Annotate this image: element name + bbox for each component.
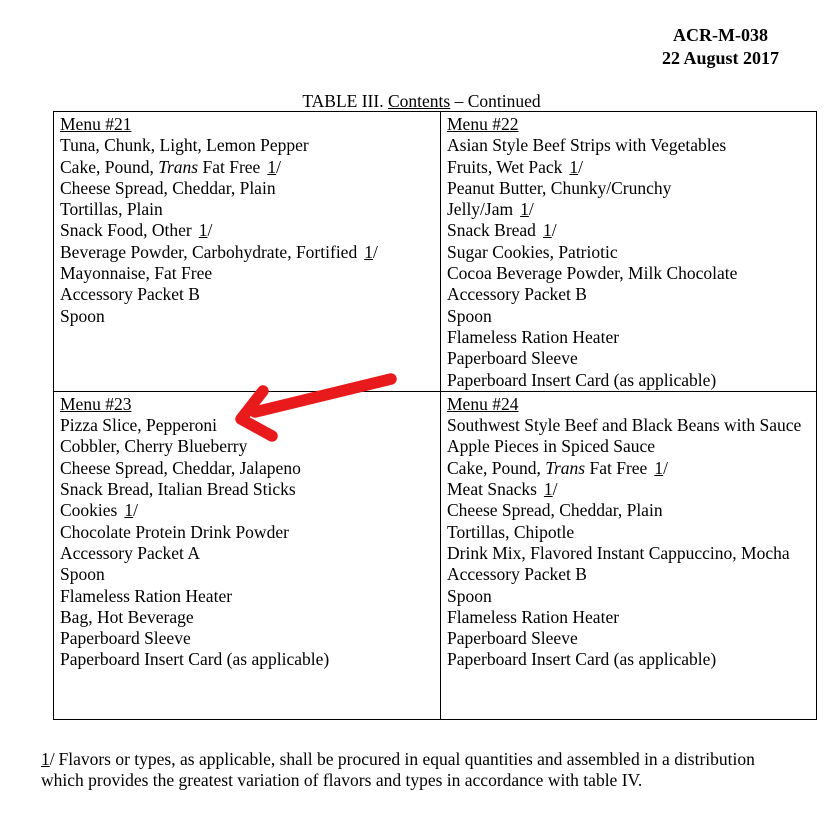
menu-item: Mayonnaise, Fat Free	[60, 263, 213, 284]
menu-21-cell	[54, 112, 441, 392]
menu-item: Spoon	[447, 585, 492, 606]
menu-item: Cookies 1/	[60, 500, 138, 521]
menu-item: Tortillas, Chipotle	[447, 521, 575, 542]
menu-title: Menu #22	[447, 114, 519, 134]
footnote-reference: 1/	[569, 156, 584, 177]
menu-item: Paperboard Insert Card (as applicable)	[447, 369, 717, 390]
menu-item: Tuna, Chunk, Light, Lemon Pepper	[60, 135, 309, 156]
menu-item: Cheese Spread, Cheddar, Plain	[60, 177, 276, 198]
menu-item: Beverage Powder, Carbohydrate, Fortified 1/	[60, 241, 378, 262]
menu-item: Chocolate Protein Drink Powder	[60, 521, 289, 542]
menu-title: Menu #23	[60, 393, 132, 414]
menu-item: Cheese Spread, Cheddar, Plain	[447, 500, 663, 521]
footnote-reference: 1/	[198, 220, 213, 241]
menu-item: Spoon	[447, 305, 492, 326]
contents-table	[53, 111, 817, 720]
menu-title: Menu #24	[447, 393, 519, 414]
menu-22-cell	[441, 112, 817, 392]
menu-item: Accessory Packet B	[447, 564, 587, 585]
menu-item: Asian Style Beef Strips with Vegetables	[447, 135, 727, 156]
menu-item: Cake, Pound, Trans Fat Free 1/	[447, 457, 668, 478]
menu-item: Cake, Pound, Trans Fat Free 1/	[60, 156, 281, 177]
menu-title: Menu #21	[60, 114, 132, 134]
table-title-suffix: – Continued	[450, 91, 541, 111]
menu-item: Apple Pieces in Spiced Sauce	[447, 436, 656, 457]
footnote-text: Flavors or types, as applicable, shall be procured in equal quantities and assembled in a distribution which provides the greatest variation of flavors and types in accordance with table IV.	[41, 748, 755, 790]
menu-item: Peanut Butter, Chunky/Crunchy	[447, 177, 672, 198]
footnote-reference: 1/	[520, 199, 534, 220]
menu-item: Jelly/Jam 1/	[447, 199, 534, 220]
footnote-reference: 1/	[124, 500, 138, 521]
menu-item: Drink Mix, Flavored Instant Cappuccino, Mocha	[447, 542, 790, 563]
document-header	[662, 24, 779, 70]
menu-item: Flameless Ration Heater	[447, 606, 620, 627]
footnote-reference: 1/	[542, 220, 557, 241]
footnote-reference: 1/	[364, 241, 378, 262]
footnote	[41, 749, 767, 792]
menu-item: Accessory Packet A	[60, 542, 200, 563]
menu-item: Accessory Packet B	[447, 284, 587, 305]
menu-item: Cocoa Beverage Powder, Milk Chocolate	[447, 263, 738, 284]
menu-item: Sugar Cookies, Patriotic	[447, 241, 618, 262]
menu-item: Paperboard Insert Card (as applicable)	[447, 649, 717, 670]
menu-item: Spoon	[60, 305, 105, 326]
menu-item: Pizza Slice, Pepperoni	[60, 415, 217, 436]
document-number: ACR-M-038	[672, 25, 768, 45]
menu-item: Fruits, Wet Pack 1/	[447, 156, 584, 177]
table-title	[53, 91, 790, 111]
table-title-prefix: TABLE III.	[302, 91, 388, 111]
menu-item: Tortillas, Plain	[60, 199, 163, 220]
menu-24-cell	[441, 391, 817, 719]
menu-item: Paperboard Insert Card (as applicable)	[60, 649, 330, 670]
footnote-reference: 1/	[267, 156, 281, 177]
menu-item: Snack Bread 1/	[447, 220, 557, 241]
menu-item: Flameless Ration Heater	[447, 326, 620, 347]
menu-23-cell	[54, 391, 441, 719]
menu-item: Flameless Ration Heater	[60, 585, 233, 606]
menu-item: Southwest Style Beef and Black Beans with Sauce	[447, 415, 802, 436]
menu-item: Snack Bread, Italian Bread Sticks	[60, 479, 296, 500]
footnote-reference: 1/	[654, 457, 668, 478]
footnote-reference: 1/	[543, 479, 558, 500]
menu-item: Spoon	[60, 564, 105, 585]
menu-item: Accessory Packet B	[60, 284, 200, 305]
menu-item: Cobbler, Cherry Blueberry	[60, 436, 248, 457]
menu-item: Bag, Hot Beverage	[60, 606, 194, 627]
menu-item: Paperboard Sleeve	[447, 628, 578, 649]
menu-item: Meat Snacks 1/	[447, 479, 558, 500]
table-title-contents: Contents	[387, 91, 451, 111]
document-date: 22 August 2017	[661, 48, 779, 68]
menu-item: Paperboard Sleeve	[447, 348, 578, 369]
menu-item: Paperboard Sleeve	[60, 628, 191, 649]
footnote-marker: 1/	[41, 748, 55, 769]
menu-item: Snack Food, Other 1/	[60, 220, 213, 241]
menu-item: Cheese Spread, Cheddar, Jalapeno	[60, 457, 301, 478]
